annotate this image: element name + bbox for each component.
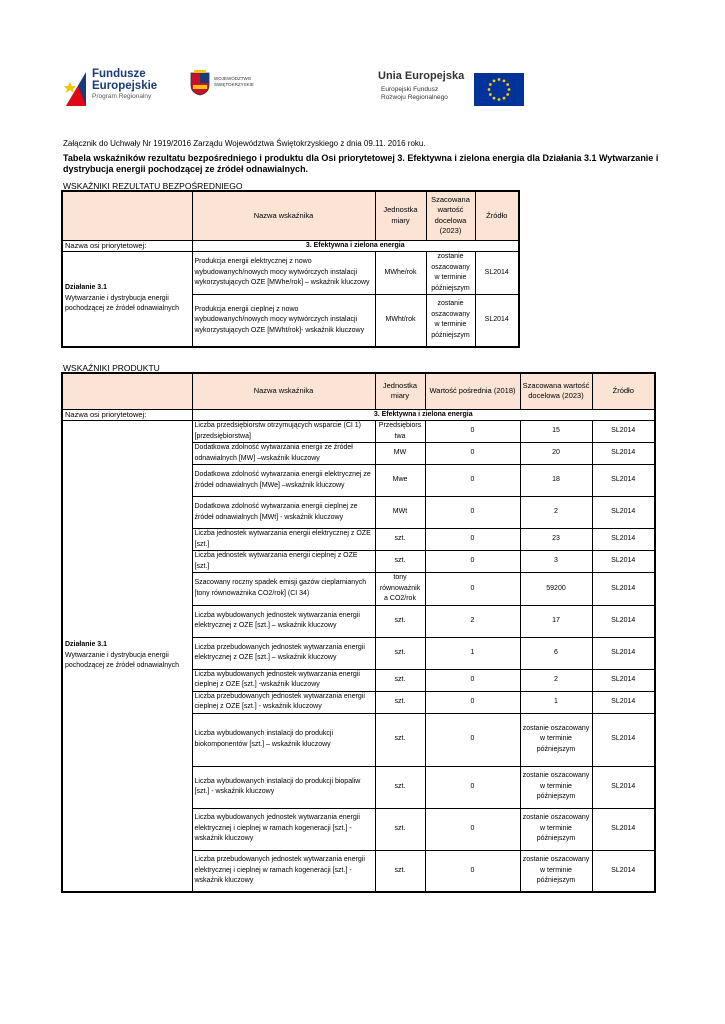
sw-line2: ŚWIĘTOKRZYSKIE — [214, 82, 254, 87]
t2-row-source: SL2014 — [592, 497, 655, 529]
t2-row-target: 2 — [520, 669, 592, 691]
table-row — [62, 252, 519, 295]
t2-row-unit: szt. — [375, 808, 425, 850]
fundusze-star-icon — [64, 70, 88, 108]
eu-star — [488, 88, 491, 91]
t2-row-mid: 0 — [425, 443, 520, 465]
eu-star — [493, 79, 496, 82]
t2-row-name: Liczba wybudowanych jednostek wytwarzania energii elektrycznej z OZE [szt.] – wskaźnik kluczowy — [192, 605, 375, 637]
logo-bar — [0, 60, 725, 120]
t2-measure-desc: Wytwarzanie i dystrybucja energii pochodzącej ze źródeł odnawialnych — [65, 651, 180, 670]
section-result-indicators: WSKAŹNIKI REZULTATU BEZPOŚREDNIEGO — [63, 181, 243, 191]
t2-row-mid: 0 — [425, 529, 520, 551]
t2-header-mid: Wartość pośrednia (2018) — [425, 373, 520, 409]
fe-line2: Europejskie — [92, 80, 158, 92]
t1-header-source: Źródło — [475, 191, 519, 240]
t1-row1-source: SL2014 — [475, 295, 519, 347]
t2-row-source: SL2014 — [592, 551, 655, 573]
t2-row-source: SL2014 — [592, 605, 655, 637]
t2-row-unit: MW — [375, 443, 425, 465]
t2-row-source: SL2014 — [592, 573, 655, 606]
eu-star — [498, 98, 501, 101]
t2-row-name: Liczba przebudowanych jednostek wytwarzania energii elektrycznej i cieplnej w ramach kogeneracji [szt.] - wskaźnik kluczowy — [192, 850, 375, 892]
t2-row-mid: 0 — [425, 551, 520, 573]
t2-row-mid: 0 — [425, 465, 520, 497]
t2-axis-value: 3. Efektywna i zielona energia — [192, 409, 655, 421]
result-indicators-table — [61, 190, 520, 348]
t2-row-target: 59200 — [520, 573, 592, 606]
t2-row-name: Dodatkowa zdolność wytwarzania energii cieplnej ze źródeł odnawialnych [MWt] - wskaźnik kluczowy — [192, 497, 375, 529]
crest-icon — [190, 70, 210, 96]
eu-star — [503, 97, 506, 100]
t2-row-target: zostanie oszacowany w terminie późniejszym — [520, 766, 592, 808]
t2-row-unit: szt. — [375, 691, 425, 713]
t1-measure-desc: Wytwarzanie i dystrybucja energii pochodzącej ze źródeł odnawialnych — [65, 294, 180, 312]
t2-axis-label: Nazwa osi priorytetowej: — [62, 409, 192, 421]
sw-line1: WOJEWÓDZTWO — [214, 76, 252, 81]
t2-row-source: SL2014 — [592, 691, 655, 713]
t1-header-name: Nazwa wskaźnika — [192, 191, 375, 240]
fe-line3: Program Regionalny — [92, 93, 152, 100]
t1-measure-title: Działanie 3.1 — [65, 284, 108, 291]
t2-row-source: SL2014 — [592, 443, 655, 465]
t2-row-name: Liczba jednostek wytwarzania energii cieplnej z OZE [szt.] — [192, 551, 375, 573]
t2-row-target: zostanie oszacowany w terminie późniejszym — [520, 808, 592, 850]
t2-row-target: 23 — [520, 529, 592, 551]
t2-row-name: Liczba jednostek wytwarzania energii elektrycznej z OZE [szt.] — [192, 529, 375, 551]
document-caption: Załącznik do Uchwały Nr 1919/2016 Zarządu Województwa Świętokrzyskiego z dnia 09.11. 2016 roku. — [63, 139, 426, 148]
t2-row-source: SL2014 — [592, 465, 655, 497]
t2-header-unit: Jednostka miary — [375, 373, 425, 409]
t2-row-source: SL2014 — [592, 850, 655, 892]
t2-measure-title: Działanie 3.1 — [65, 641, 108, 649]
t2-row-name: Dodatkowa zdolność wytwarzania energii ze źródeł odnawialnych [MW] –wskaźnik kluczowy — [192, 443, 375, 465]
t2-row-target: 17 — [520, 605, 592, 637]
fundusze-europejskie-logo — [64, 68, 174, 114]
t2-row-mid: 2 — [425, 605, 520, 637]
t2-row-name: Liczba wybudowanych jednostek wytwarzania energii elektrycznej i cieplnej w ramach kogeneracji [szt.] - wskaźnik kluczowy — [192, 808, 375, 850]
t2-row-name: Liczba wybudowanych jednostek wytwarzania energii cieplnej z OZE [szt.] -wskaźnik kluczowy — [192, 669, 375, 691]
table1-header-row — [62, 191, 519, 240]
t2-row-target: zostanie oszacowany w terminie późniejszym — [520, 850, 592, 892]
t2-row-mid: 0 — [425, 573, 520, 606]
t2-row-source: SL2014 — [592, 637, 655, 669]
t2-row-source: SL2014 — [592, 669, 655, 691]
t2-row-unit: szt. — [375, 713, 425, 766]
t2-row-mid: 0 — [425, 713, 520, 766]
t2-row-mid: 0 — [425, 766, 520, 808]
t1-header-target: Szacowana wartość docelowa (2023) — [426, 191, 475, 240]
document-title: Tabela wskaźników rezultatu bezpośredniego i produktu dla Osi priorytetowej 3. Efektywna i zielona energia dla Działania 3.1 Wytwarzanie i dystrybucja energii pochodzącej ze źródeł odnawialnych. — [63, 153, 659, 174]
fe-line1: Fundusze — [92, 68, 146, 80]
t2-row-target: 18 — [520, 465, 592, 497]
t2-row-name: Szacowany roczny spadek emisji gazów cieplarnianych [tony równoważnika CO2/rok] (CI 34) — [192, 573, 375, 606]
t2-row-unit: MWt — [375, 497, 425, 529]
t2-row-name: Liczba przebudowanych jednostek wytwarzania energii elektrycznej z OZE [szt.] – wskaźnik kluczowy — [192, 637, 375, 669]
t1-measure-cell — [62, 252, 192, 347]
t2-row-mid: 0 — [425, 850, 520, 892]
t2-row-unit: szt. — [375, 551, 425, 573]
t2-row-unit: szt. — [375, 669, 425, 691]
t1-header-unit: Jednostka miary — [375, 191, 426, 240]
table2-header-row — [62, 373, 655, 409]
t2-row-target: 1 — [520, 691, 592, 713]
t2-row-source: SL2014 — [592, 713, 655, 766]
product-indicators-table — [61, 372, 656, 893]
eu-star — [506, 83, 509, 86]
t2-header-target: Szacowana wartość docelowa (2023) — [520, 373, 592, 409]
t2-measure-cell — [62, 421, 192, 893]
t1-row0-target: zostanie oszacowany w terminie późniejszym — [426, 252, 475, 295]
t2-row-mid: 0 — [425, 669, 520, 691]
t2-row-name: Dodatkowa zdolność wytwarzania energii elektrycznej ze źródeł odnawialnych [MWe] –wskaźnik kluczowy — [192, 465, 375, 497]
t2-row-name: Liczba przedsiębiorstw otrzymujących wsparcie (CI 1) [przedsiębiorstwa] — [192, 421, 375, 443]
t1-row0-unit: MWhe/rok — [375, 252, 426, 295]
t1-row0-source: SL2014 — [475, 252, 519, 295]
t2-row-unit: Mwe — [375, 465, 425, 497]
t2-row-target: zostanie oszacowany w terminie późniejszym — [520, 713, 592, 766]
table-row — [62, 421, 655, 443]
ue-line1: Unia Europejska — [378, 70, 465, 82]
t2-row-unit: szt. — [375, 605, 425, 637]
t2-row-source: SL2014 — [592, 766, 655, 808]
t2-row-target: 6 — [520, 637, 592, 669]
t2-row-source: SL2014 — [592, 421, 655, 443]
t2-row-source: SL2014 — [592, 808, 655, 850]
t2-row-source: SL2014 — [592, 529, 655, 551]
ue-line3: Rozwoju Regionalnego — [381, 94, 448, 101]
eu-star — [506, 93, 509, 96]
table2-axis-row — [62, 409, 655, 421]
eu-star — [498, 78, 501, 81]
t1-row1-unit: MWht/rok — [375, 295, 426, 347]
t2-row-unit: tony równoważnik a CO2/rok — [375, 573, 425, 606]
t2-row-name: Liczba wybudowanych instalacji do produkcji biokomponentów [szt.] – wskaźnik kluczowy — [192, 713, 375, 766]
t2-header-source: Źródło — [592, 373, 655, 409]
t2-row-mid: 0 — [425, 421, 520, 443]
t2-row-mid: 1 — [425, 637, 520, 669]
eu-star — [493, 97, 496, 100]
t2-row-name: Liczba wybudowanych instalacji do produkcji biopaliw [szt.] - wskaźnik kluczowy — [192, 766, 375, 808]
ue-line2: Europejski Fundusz — [381, 86, 439, 93]
t2-row-target: 20 — [520, 443, 592, 465]
swietokrzyskie-logo — [190, 70, 270, 100]
t2-row-unit: szt. — [375, 766, 425, 808]
eu-flag-icon — [474, 73, 524, 106]
t2-row-mid: 0 — [425, 497, 520, 529]
eu-star — [508, 88, 511, 91]
t2-row-target: 3 — [520, 551, 592, 573]
t2-header-name: Nazwa wskaźnika — [192, 373, 375, 409]
t2-row-target: 15 — [520, 421, 592, 443]
t2-row-unit: szt. — [375, 529, 425, 551]
t1-axis-label: Nazwa osi priorytetowej: — [62, 240, 192, 252]
t2-row-unit: Przedsiębiors twa — [375, 421, 425, 443]
t2-row-unit: szt. — [375, 637, 425, 669]
t2-row-mid: 0 — [425, 808, 520, 850]
eu-star — [503, 79, 506, 82]
t1-axis-value: 3. Efektywna i zielona energia — [192, 240, 519, 252]
t2-row-name: Liczba przebudowanych jednostek wytwarzania energii cieplnej z OZE [szt.] - wskaźnik kluczowy — [192, 691, 375, 713]
section-product-indicators: WSKAŹNIKI PRODUKTU — [63, 363, 160, 373]
eu-star — [489, 83, 492, 86]
t1-row0-name: Produkcja energii elektrycznej z nowo wybudowanych/nowych mocy wytwórczych instalacji wykorzystujących OZE [MWhe/rok] – wskaźnik kluczowy — [192, 252, 375, 295]
table1-axis-row — [62, 240, 519, 252]
t1-row1-target: zostanie oszacowany w terminie późniejszym — [426, 295, 475, 347]
t2-row-mid: 0 — [425, 691, 520, 713]
t1-row1-name: Produkcja energii cieplnej z nowo wybudowanych/nowych mocy wytwórczych instalacji wykorzystujących OZE [MWht/rok]- wskaźnik kluczowy — [192, 295, 375, 347]
t2-row-target: 2 — [520, 497, 592, 529]
table2-body — [62, 421, 655, 893]
t2-row-unit: szt. — [375, 850, 425, 892]
eu-star — [489, 93, 492, 96]
